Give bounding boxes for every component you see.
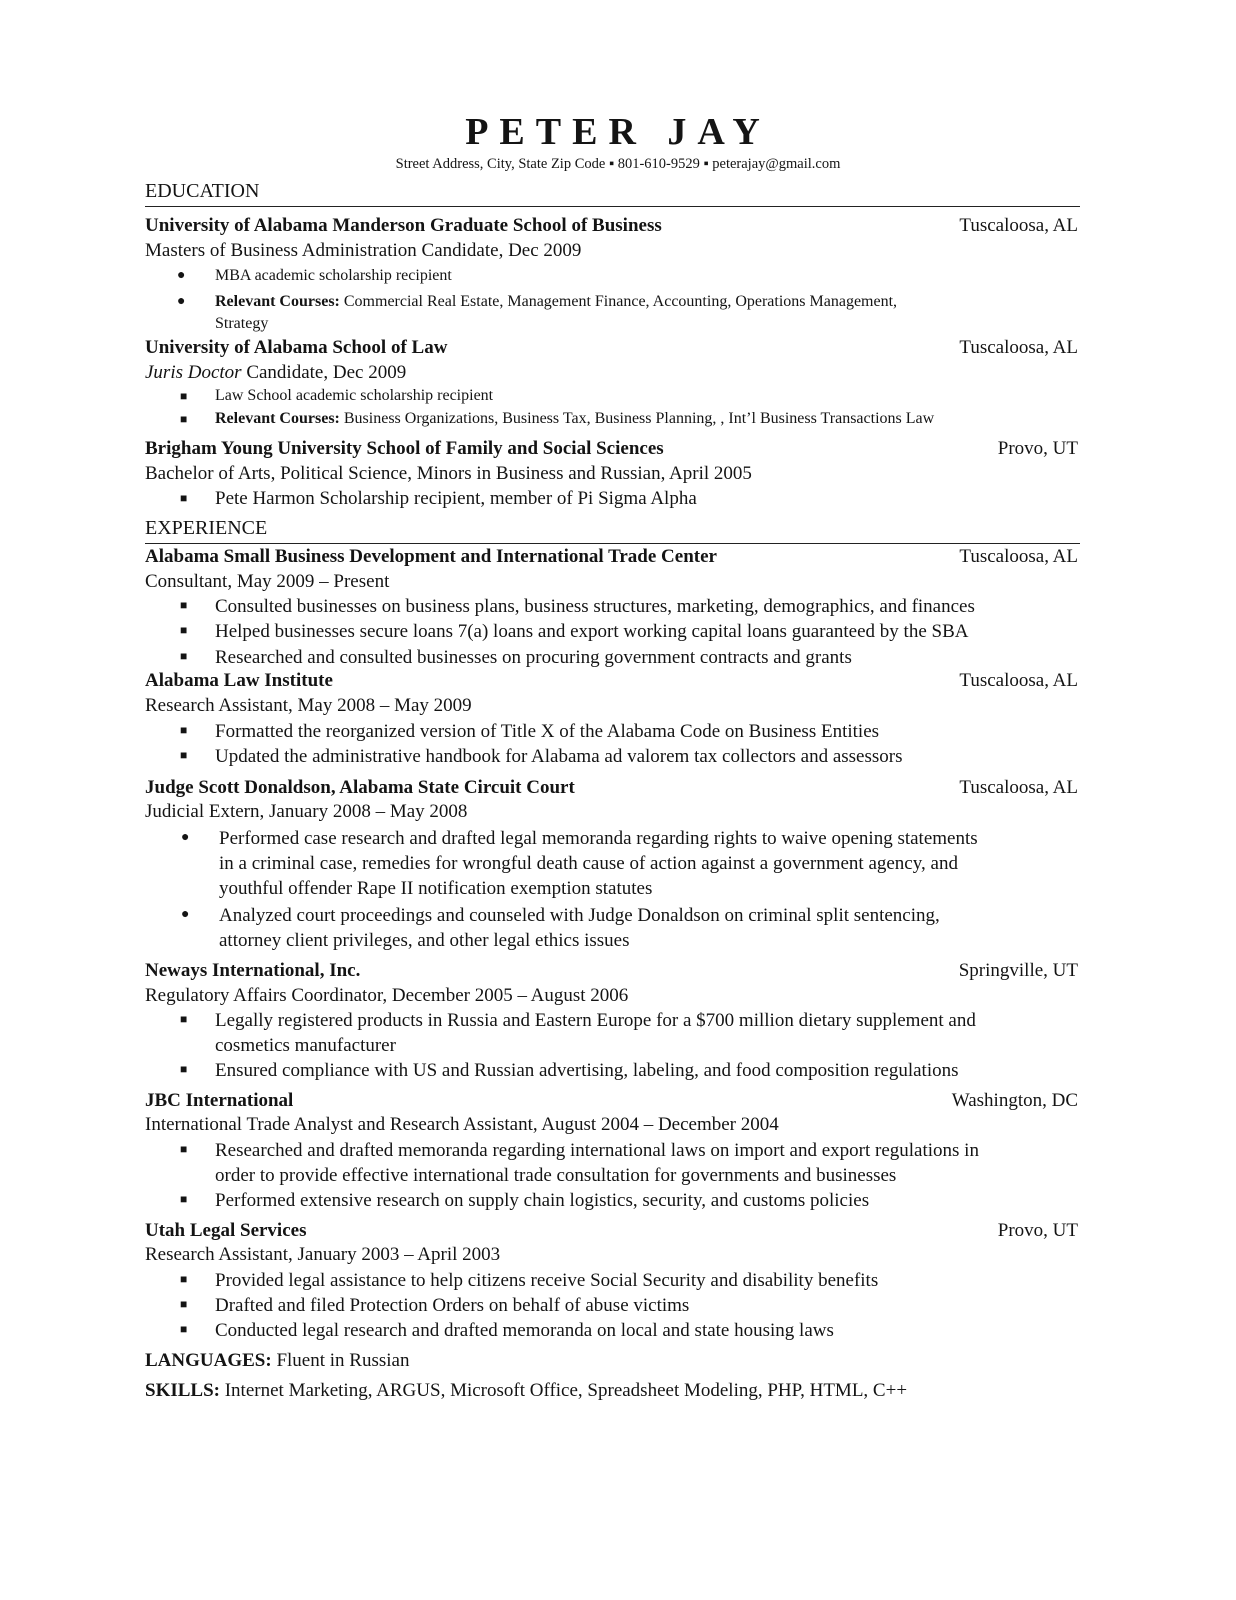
exp-bullet-continued: attorney client privileges, and other legal ethics issues: [219, 930, 630, 951]
edu-org: University of Alabama Manderson Graduate School of Business: [145, 215, 662, 236]
bullet-marker: ■: [180, 389, 188, 403]
bullet-marker: ●: [181, 907, 190, 922]
degree-italic: Juris Doctor: [145, 362, 242, 383]
bullet-marker: ■: [180, 1272, 188, 1286]
bullet-text: Business Organizations, Business Tax, Business Planning, , Int’l Business Transactions Law: [339, 410, 935, 427]
exp-bullet: Performed case research and drafted legal memoranda regarding rights to waive opening statements: [219, 828, 978, 849]
exp-bullet-continued: order to provide effective international trade consultation for governments and businesses: [215, 1165, 897, 1186]
bullet-marker: ■: [180, 1297, 188, 1311]
bullet-marker: ■: [180, 1142, 188, 1156]
exp-bullet: Analyzed court proceedings and counseled with Judge Donaldson on criminal split sentencing,: [219, 905, 940, 926]
edu-degree: Bachelor of Arts, Political Science, Minors in Business and Russian, April 2005: [145, 463, 752, 484]
candidate-name: PETER JAY: [465, 111, 771, 153]
bullet-marker: ■: [180, 1062, 188, 1076]
degree-text: Candidate, Dec 2009: [241, 362, 407, 383]
exp-location: Springville, UT: [958, 960, 1078, 981]
skills-label: SKILLS:: [145, 1380, 220, 1401]
exp-location: Tuscaloosa, AL: [959, 546, 1078, 567]
bullet-marker: ■: [180, 491, 188, 505]
contact-line: Street Address, City, State Zip Code ▪ 801-610-9529 ▪ peterajay@gmail.com: [395, 156, 841, 172]
bullet-marker: ■: [180, 649, 188, 663]
exp-org: Judge Scott Donaldson, Alabama State Circuit Court: [145, 777, 575, 798]
bullet-label: Relevant Courses:: [215, 410, 340, 427]
exp-role: Research Assistant, January 2003 – April 2003: [145, 1244, 501, 1265]
bullet-label: Relevant Courses:: [215, 293, 340, 310]
education-heading: EDUCATION: [145, 180, 260, 202]
exp-location: Washington, DC: [951, 1090, 1078, 1111]
exp-org: Alabama Law Institute: [145, 670, 333, 691]
exp-bullet: Researched and consulted businesses on procuring government contracts and grants: [215, 647, 852, 668]
exp-role: Judicial Extern, January 2008 – May 2008: [145, 801, 468, 822]
bullet-marker: ●: [177, 268, 186, 283]
edu-org: Brigham Young University School of Family and Social Sciences: [145, 438, 664, 459]
exp-role: Regulatory Affairs Coordinator, December 2005 – August 2006: [145, 985, 629, 1006]
languages-text: Fluent in Russian: [271, 1350, 410, 1371]
bullet-marker: ■: [180, 623, 188, 637]
edu-location: Provo, UT: [997, 438, 1078, 459]
edu-bullet: Law School academic scholarship recipient: [215, 387, 494, 404]
bullet-text: Commercial Real Estate, Management Finance, Accounting, Operations Management,: [339, 293, 898, 310]
education-rule: [145, 206, 1080, 207]
exp-bullet: Ensured compliance with US and Russian advertising, labeling, and food composition regulations: [215, 1060, 959, 1081]
edu-bullet: [215, 408, 934, 430]
exp-bullet: Drafted and filed Protection Orders on behalf of abuse victims: [215, 1295, 690, 1316]
bullet-marker: ■: [180, 748, 188, 762]
exp-org: Utah Legal Services: [145, 1220, 307, 1241]
exp-location: Tuscaloosa, AL: [959, 777, 1078, 798]
exp-org: Alabama Small Business Development and International Trade Center: [145, 546, 717, 567]
exp-bullet: Performed extensive research on supply chain logistics, security, and customs policies: [215, 1190, 870, 1211]
bullet-marker: ●: [181, 830, 190, 845]
bullet-marker: ■: [180, 1012, 188, 1026]
edu-bullet: Pete Harmon Scholarship recipient, member of Pi Sigma Alpha: [215, 488, 697, 509]
exp-bullet-continued: cosmetics manufacturer: [215, 1035, 396, 1056]
exp-bullet: Legally registered products in Russia and Eastern Europe for a $700 million dietary supplement and: [215, 1010, 976, 1031]
exp-bullet-continued: in a criminal case, remedies for wrongful death cause of action against a government agency, and: [219, 853, 958, 874]
edu-location: Tuscaloosa, AL: [959, 215, 1078, 236]
exp-bullet: Provided legal assistance to help citizens receive Social Security and disability benefits: [215, 1270, 879, 1291]
bullet-marker: ■: [180, 412, 188, 426]
exp-org: Neways International, Inc.: [145, 960, 361, 981]
skills-line: [145, 1378, 907, 1403]
skills-text: Internet Marketing, ARGUS, Microsoft Office, Spreadsheet Modeling, PHP, HTML, C++: [219, 1380, 908, 1401]
experience-heading: EXPERIENCE: [145, 517, 268, 539]
exp-bullet: Researched and drafted memoranda regarding international laws on import and export regulations in: [215, 1140, 979, 1161]
bullet-marker: ●: [177, 294, 186, 309]
edu-org: University of Alabama School of Law: [145, 337, 448, 358]
exp-org: JBC International: [145, 1090, 294, 1111]
edu-degree: Masters of Business Administration Candidate, Dec 2009: [145, 240, 582, 261]
exp-bullet-continued: youthful offender Rape II notification exemption statutes: [219, 878, 653, 899]
edu-location: Tuscaloosa, AL: [959, 337, 1078, 358]
edu-bullet-continued: Strategy: [215, 315, 269, 332]
exp-role: International Trade Analyst and Research Assistant, August 2004 – December 2004: [145, 1114, 779, 1135]
languages-label: LANGUAGES:: [145, 1350, 272, 1371]
exp-bullet: Formatted the reorganized version of Title X of the Alabama Code on Business Entities: [215, 721, 880, 742]
exp-role: Research Assistant, May 2008 – May 2009: [145, 695, 472, 716]
edu-degree: [145, 360, 406, 385]
languages-line: [145, 1348, 409, 1373]
bullet-marker: ■: [180, 598, 188, 612]
exp-bullet: Conducted legal research and drafted memoranda on local and state housing laws: [215, 1320, 834, 1341]
exp-role: Consultant, May 2009 – Present: [145, 571, 390, 592]
edu-bullet: [215, 291, 897, 313]
bullet-marker: ■: [180, 1192, 188, 1206]
exp-bullet: Updated the administrative handbook for Alabama ad valorem tax collectors and assessors: [215, 746, 903, 767]
bullet-marker: ■: [180, 723, 188, 737]
bullet-marker: ■: [180, 1322, 188, 1336]
edu-bullet: MBA academic scholarship recipient: [215, 267, 452, 284]
exp-bullet: Consulted businesses on business plans, business structures, marketing, demographics, and finances: [215, 596, 975, 617]
exp-bullet: Helped businesses secure loans 7(a) loans and export working capital loans guaranteed by the SBA: [215, 621, 969, 642]
exp-location: Provo, UT: [997, 1220, 1078, 1241]
exp-location: Tuscaloosa, AL: [959, 670, 1078, 691]
